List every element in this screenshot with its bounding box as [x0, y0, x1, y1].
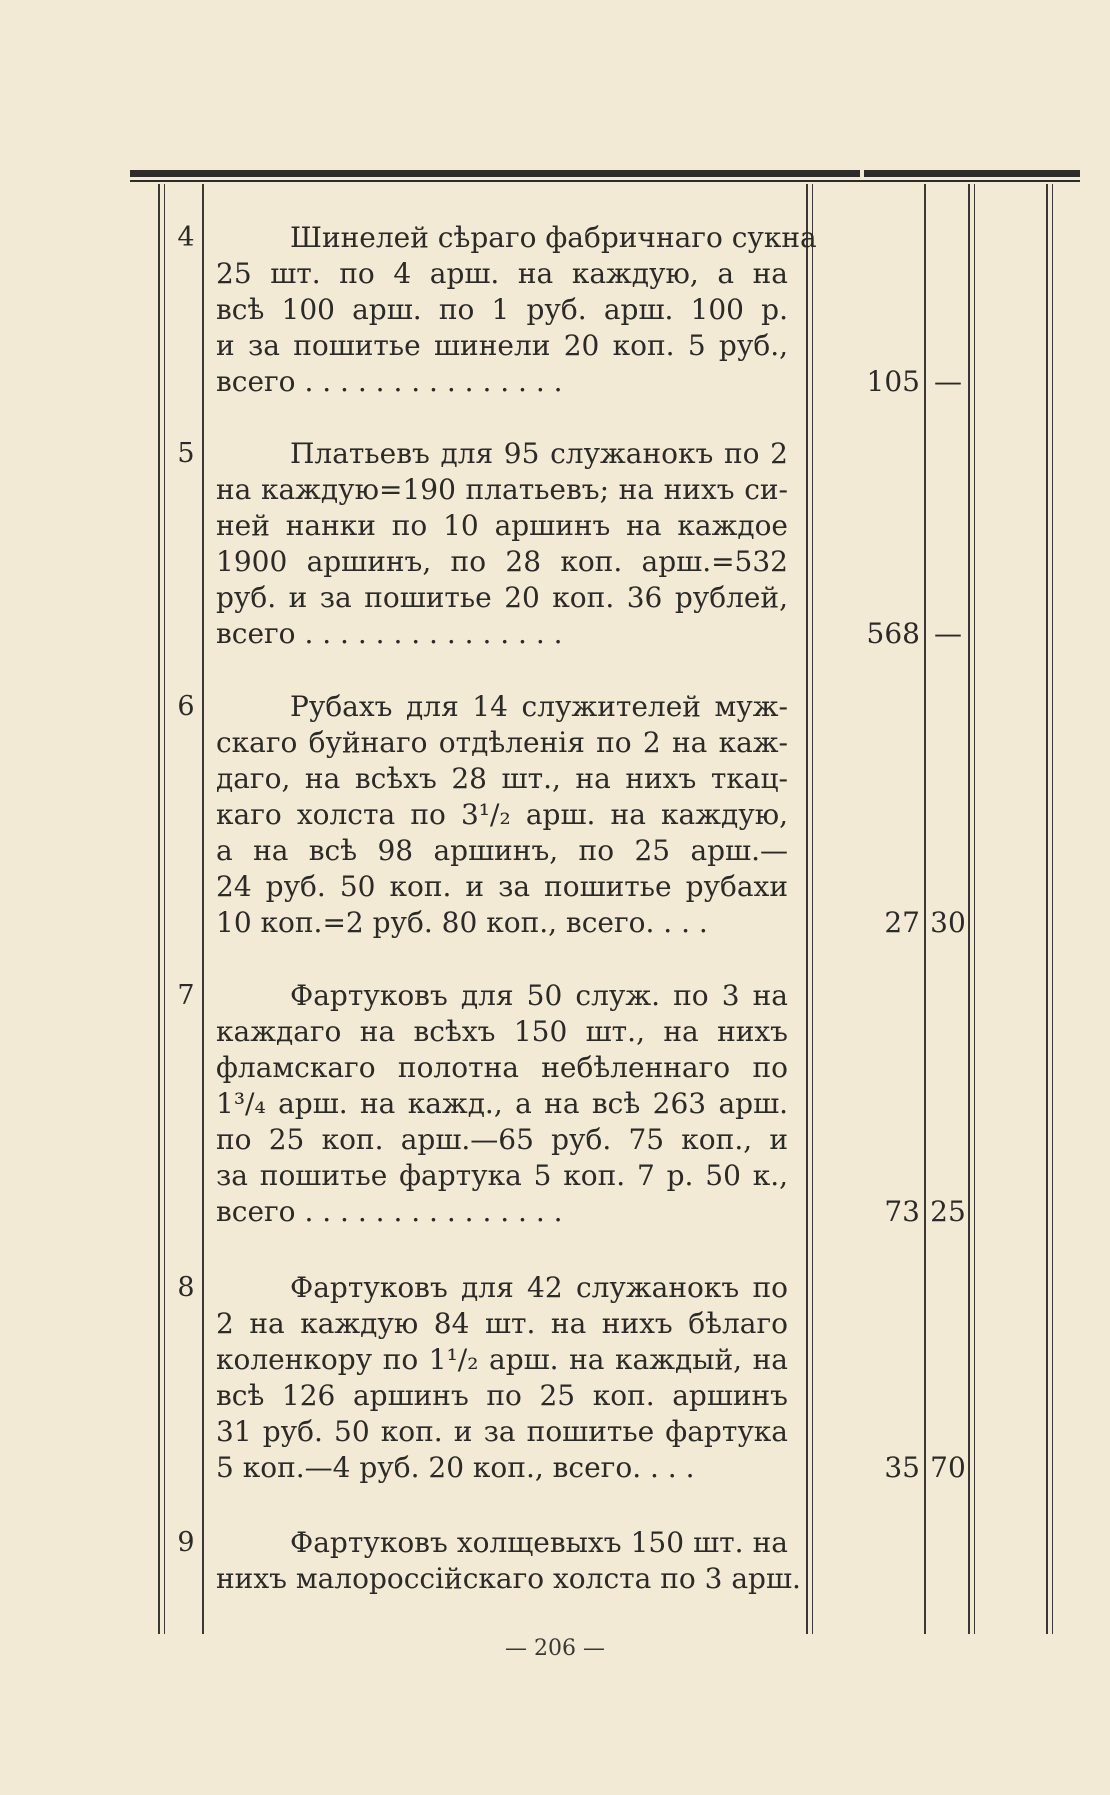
entry-number: 6: [177, 691, 195, 722]
amount-kopecks: 70: [930, 1451, 966, 1484]
column-rule: [1052, 184, 1053, 1634]
description-line: по 25 коп. арш.—65 руб. 75 коп., и: [216, 1123, 788, 1156]
entry-description: [216, 436, 788, 652]
description-line: 1³/₄ арш. на кажд., а на всѣ 263 арш.: [216, 1087, 788, 1120]
description-line: нихъ малороссійскаго холста по 3 арш.: [216, 1562, 801, 1595]
amount-rubles: 73: [884, 1195, 920, 1228]
description-line: ней нанки по 10 аршинъ на каждое: [216, 509, 788, 542]
description-line: Шинелей сѣраго фабричнаго сукна: [290, 221, 817, 254]
entry-number: 5: [177, 438, 195, 469]
description-line: руб. и за пошитье 20 коп. 36 рублей,: [216, 581, 788, 614]
description-line: всего . . . . . . . . . . . . . . .: [216, 1195, 563, 1228]
column-rule: [1046, 184, 1048, 1634]
column-rule: [924, 184, 926, 1634]
description-line: а на всѣ 98 аршинъ, по 25 арш.—: [216, 834, 788, 867]
description-line: 24 руб. 50 коп. и за пошитье рубахи: [216, 870, 788, 903]
description-line: 10 коп.=2 руб. 80 коп., всего. . . .: [216, 906, 708, 939]
amount-kopecks: 25: [930, 1195, 966, 1228]
amount-rubles: 568: [866, 617, 920, 650]
column-rule: [806, 184, 808, 1634]
amount-kopecks: —: [934, 617, 962, 650]
description-line: и за пошитье шинели 20 коп. 5 руб.,: [216, 329, 788, 362]
amount-rubles: 105: [866, 365, 920, 398]
description-line: Фартуковъ для 42 служанокъ по: [290, 1271, 788, 1304]
column-rule: [812, 184, 813, 1634]
description-line: даго, на всѣхъ 28 шт., на нихъ ткац-: [216, 762, 788, 795]
entry-number: 7: [177, 980, 195, 1011]
amount-rubles: 27: [884, 906, 920, 939]
top-rule: [130, 170, 860, 177]
page-number: — 206 —: [505, 1636, 605, 1661]
description-line: 2 на каждую 84 шт. на нихъ бѣлаго: [216, 1307, 788, 1340]
entry-number: 9: [177, 1527, 195, 1558]
description-line: всего . . . . . . . . . . . . . . .: [216, 365, 563, 398]
description-line: всего . . . . . . . . . . . . . . .: [216, 617, 563, 650]
description-line: 31 руб. 50 коп. и за пошитье фартука: [216, 1415, 788, 1448]
entry-description: [216, 978, 788, 1230]
entry-description: [216, 220, 817, 400]
amount-kopecks: —: [934, 365, 962, 398]
column-rule: [164, 184, 165, 1634]
description-line: всѣ 100 арш. по 1 руб. арш. 100 р.: [216, 293, 788, 326]
description-line: каждаго на всѣхъ 150 шт., на нихъ: [216, 1015, 788, 1048]
amount-rubles: 35: [884, 1451, 920, 1484]
description-line: всѣ 126 аршинъ по 25 коп. аршинъ: [216, 1379, 788, 1412]
description-line: Рубахъ для 14 служителей муж-: [290, 690, 788, 723]
entry-number: 8: [177, 1272, 195, 1303]
top-rule-thin: [130, 180, 1080, 182]
column-rule: [968, 184, 970, 1634]
amount-kopecks: 30: [930, 906, 966, 939]
description-line: каго холста по 3¹/₂ арш. на каждую,: [216, 798, 788, 831]
description-line: на каждую=190 платьевъ; на нихъ си-: [216, 473, 788, 506]
column-rule: [202, 184, 204, 1634]
entry-description: [216, 1270, 788, 1486]
description-line: коленкору по 1¹/₂ арш. на каждый, на: [216, 1343, 788, 1376]
top-rule-right: [864, 170, 1080, 177]
description-line: за пошитье фартука 5 коп. 7 р. 50 к.,: [216, 1159, 788, 1192]
description-line: 5 коп.—4 руб. 20 коп., всего. . . .: [216, 1451, 695, 1484]
column-rule: [158, 184, 160, 1634]
column-rule: [974, 184, 975, 1634]
description-line: Платьевъ для 95 служанокъ по 2: [290, 437, 788, 470]
entry-number: 4: [177, 222, 195, 253]
description-line: фламскаго полотна небѣленнаго по: [216, 1051, 788, 1084]
description-line: 25 шт. по 4 арш. на каждую, а на: [216, 257, 788, 290]
description-line: Фартуковъ холщевыхъ 150 шт. на: [290, 1526, 788, 1559]
description-line: 1900 аршинъ, по 28 коп. арш.=532: [216, 545, 788, 578]
entry-description: [216, 689, 788, 941]
description-line: скаго буйнаго отдѣленія по 2 на каж-: [216, 726, 788, 759]
description-line: Фартуковъ для 50 служ. по 3 на: [290, 979, 788, 1012]
entry-description: [216, 1525, 801, 1597]
